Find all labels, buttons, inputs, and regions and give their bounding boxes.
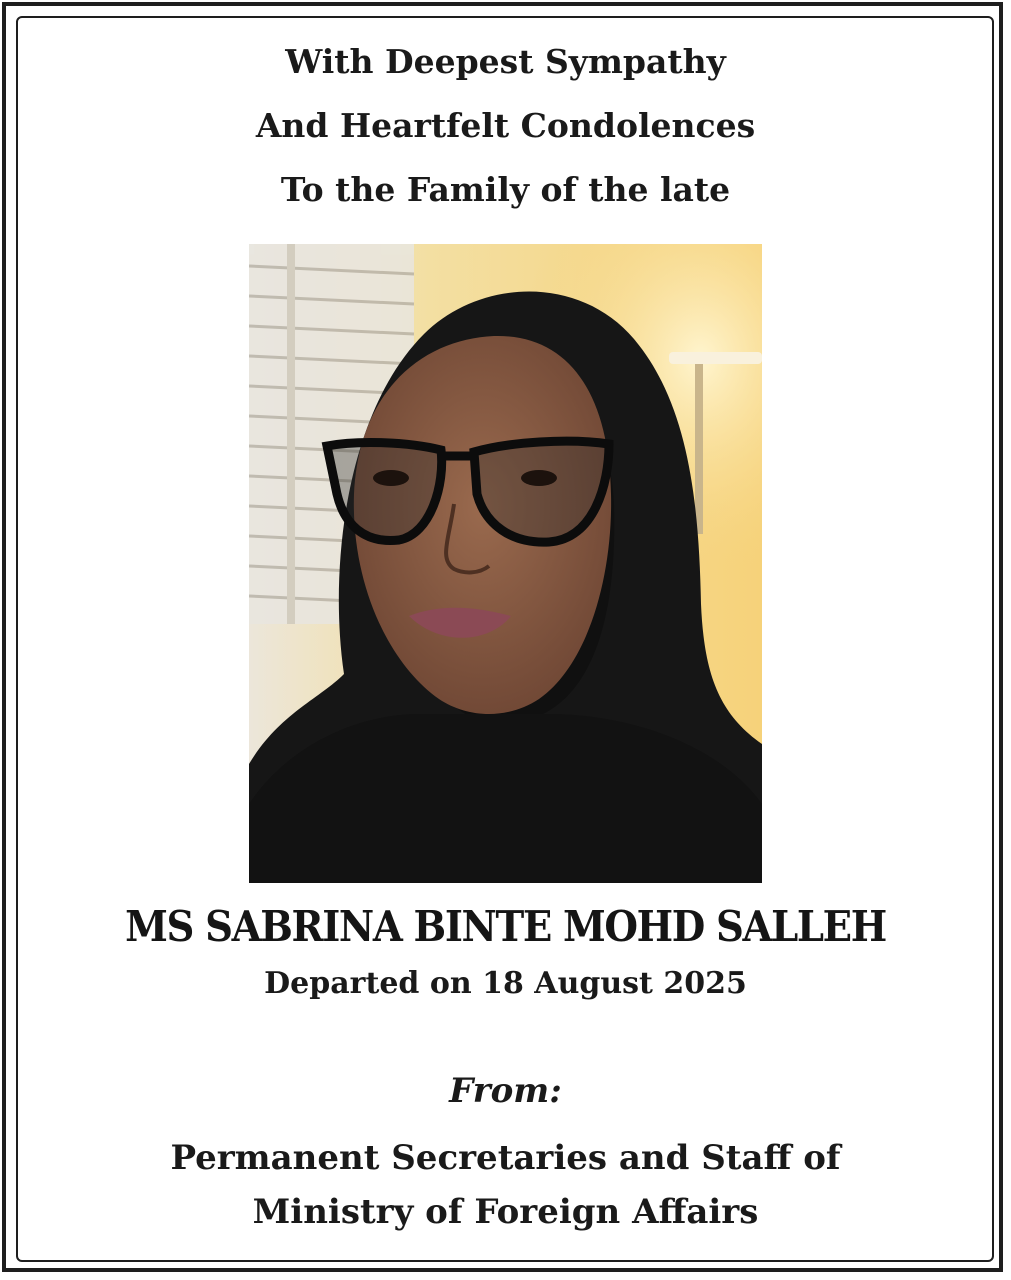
deceased-name: MS SABRINA BINTE MOHD SALLEH (125, 902, 886, 951)
sympathy-heading: With Deepest Sympathy (285, 42, 726, 81)
condolences-heading: And Heartfelt Condolences (255, 106, 756, 145)
family-heading: To the Family of the late (280, 170, 731, 209)
departed-date: Departed on 18 August 2025 (264, 966, 747, 1001)
sender-line-1: Permanent Secretaries and Staff of (170, 1138, 841, 1178)
portrait-photo (249, 244, 762, 883)
from-label: From: (449, 1071, 562, 1111)
sender-line-2: Ministry of Foreign Affairs (252, 1192, 759, 1232)
